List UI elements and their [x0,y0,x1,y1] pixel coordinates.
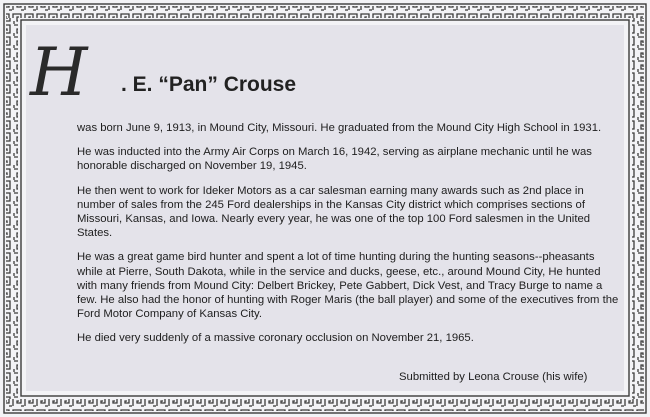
biography-text [77,121,622,356]
decorative-initial: H [30,34,86,111]
paragraph-birth: was born June 9, 1913, in Mound City, Missouri. He graduated from the Mound City High School in 1931. [77,122,602,134]
paragraph-military: He was inducted into the Army Air Corps on March 16, 1942, serving as airplane mechanic until he was honorable discharged on November 19, 1945. [77,146,592,173]
paragraph-death: He died very suddenly of a massive coronary occlusion on November 21, 1965. [77,332,474,345]
person-name: . E. “Pan” Crouse [121,73,297,96]
paragraph-career: He then went to work for Ideker Motors as a car salesman earning many awards such as 2nd place in number of sales from the 245 Ford dealerships in the Kansas City district which comprises sections of Missouri, Kansas, and Iowa. Nearly every year, he was one of the top 100 Ford salesmen in the United States. [77,184,591,240]
submitted-by: Submitted by Leona Crouse (his wife) [399,371,588,383]
paragraph-hunting: He was a great game bird hunter and spent a lot of time hunting during the hunting seasons--pheasants while at Pierre, South Dakota, while in the service and ducks, geese, etc., around Mound City, He hunted with many friends from Mound City: Delbert Brickey, Pete Gabbert, Dick Vest, and Tracy Burge to name a few. He also had the honor of hunting with Roger Maris (the ball player) and some of the executives from the Ford Motor Company of Kansas City. [77,251,619,321]
heading [30,34,450,111]
